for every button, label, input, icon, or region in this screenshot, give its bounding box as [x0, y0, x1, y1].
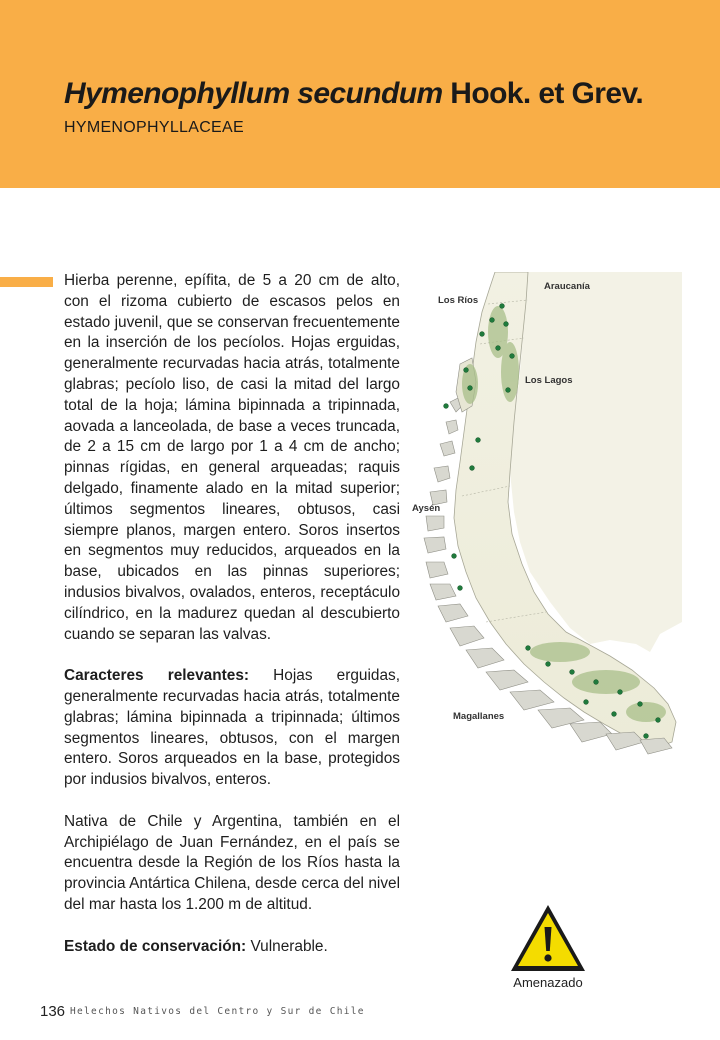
region-label-magallanes: Magallanes [453, 711, 505, 722]
relevant-characters-paragraph [64, 666, 400, 791]
side-marker [0, 277, 53, 287]
conservation-value: Vulnerable. [246, 937, 328, 955]
conservation-label: Estado de conservación: [64, 937, 247, 955]
description-paragraph: Hierba perenne, epífita, de 5 a 20 cm de alto, con el rizoma cubierto de escasos pelos en estado juvenil, que se conservan frecuentemente en la inserción de los pecíolos. Hojas erguidas, generalmente recurvadas hacia atrás, totalmente glabras; pecíolo liso, de casi la mitad del largo total de la hoja; lámina bipinnada a tripinnada, aovada a lanceolada, de base a veces truncada, de 2 a 15 cm de largo por 1 a 4 cm de ancho; pinnas rígidas, en general arqueadas; raquis delgado, finamente alado en la mitad superior; últimos segmentos lineares, obtusos, casi siempre planos, margen entero. Soros insertos en segmentos muy reducidos, arqueados en la base, ubicados en las pinnas superiores; indusios bivalvos, ovalados, enteros, receptáculo cilíndrico, en la madurez quedan al descubierto cuando se separan las valvas. [64, 272, 400, 643]
region-label-los-lagos: Los Lagos [525, 375, 573, 386]
distribution-map [410, 272, 682, 762]
scientific-name: Hymenophyllum secundum [64, 77, 443, 110]
region-label-los-rios: Los Ríos [438, 295, 479, 306]
region-label-araucania: Araucanía [544, 281, 590, 292]
author-citation: Hook. et Grev. [450, 77, 644, 110]
conservation-paragraph [64, 937, 400, 958]
warning-triangle-icon [508, 902, 588, 974]
page-number: 136 [40, 1003, 66, 1020]
distribution-paragraph: Nativa de Chile y Argentina, también en el Archipiélago de Juan Fernández, en el país se encuentra desde la Región de los Ríos hasta la provincia Antártica Chilena, desde cerca del nivel del mar hasta los 1.200 m de altitud. [64, 812, 400, 913]
region-label-aysen: Aysén [412, 503, 441, 514]
family-name: HYMENOPHYLLACEAE [64, 119, 244, 136]
status-badge: Amenazado [513, 975, 583, 990]
relevant-characters-text: Hojas erguidas, generalmente recurvadas hacia atrás, totalmente glabras; lámina bipinnada a tripinnada; últimos segmentos lineares, obtusos, con el margen entero. Soros arqueados en la base, protegidos por indusios bivalvos, enteros. [64, 667, 400, 789]
running-title: Helechos Nativos del Centro y Sur de Chile [70, 1006, 365, 1017]
species-title [64, 74, 643, 114]
relevant-characters-label: Caracteres relevantes: [64, 667, 250, 685]
text-column [64, 271, 400, 978]
